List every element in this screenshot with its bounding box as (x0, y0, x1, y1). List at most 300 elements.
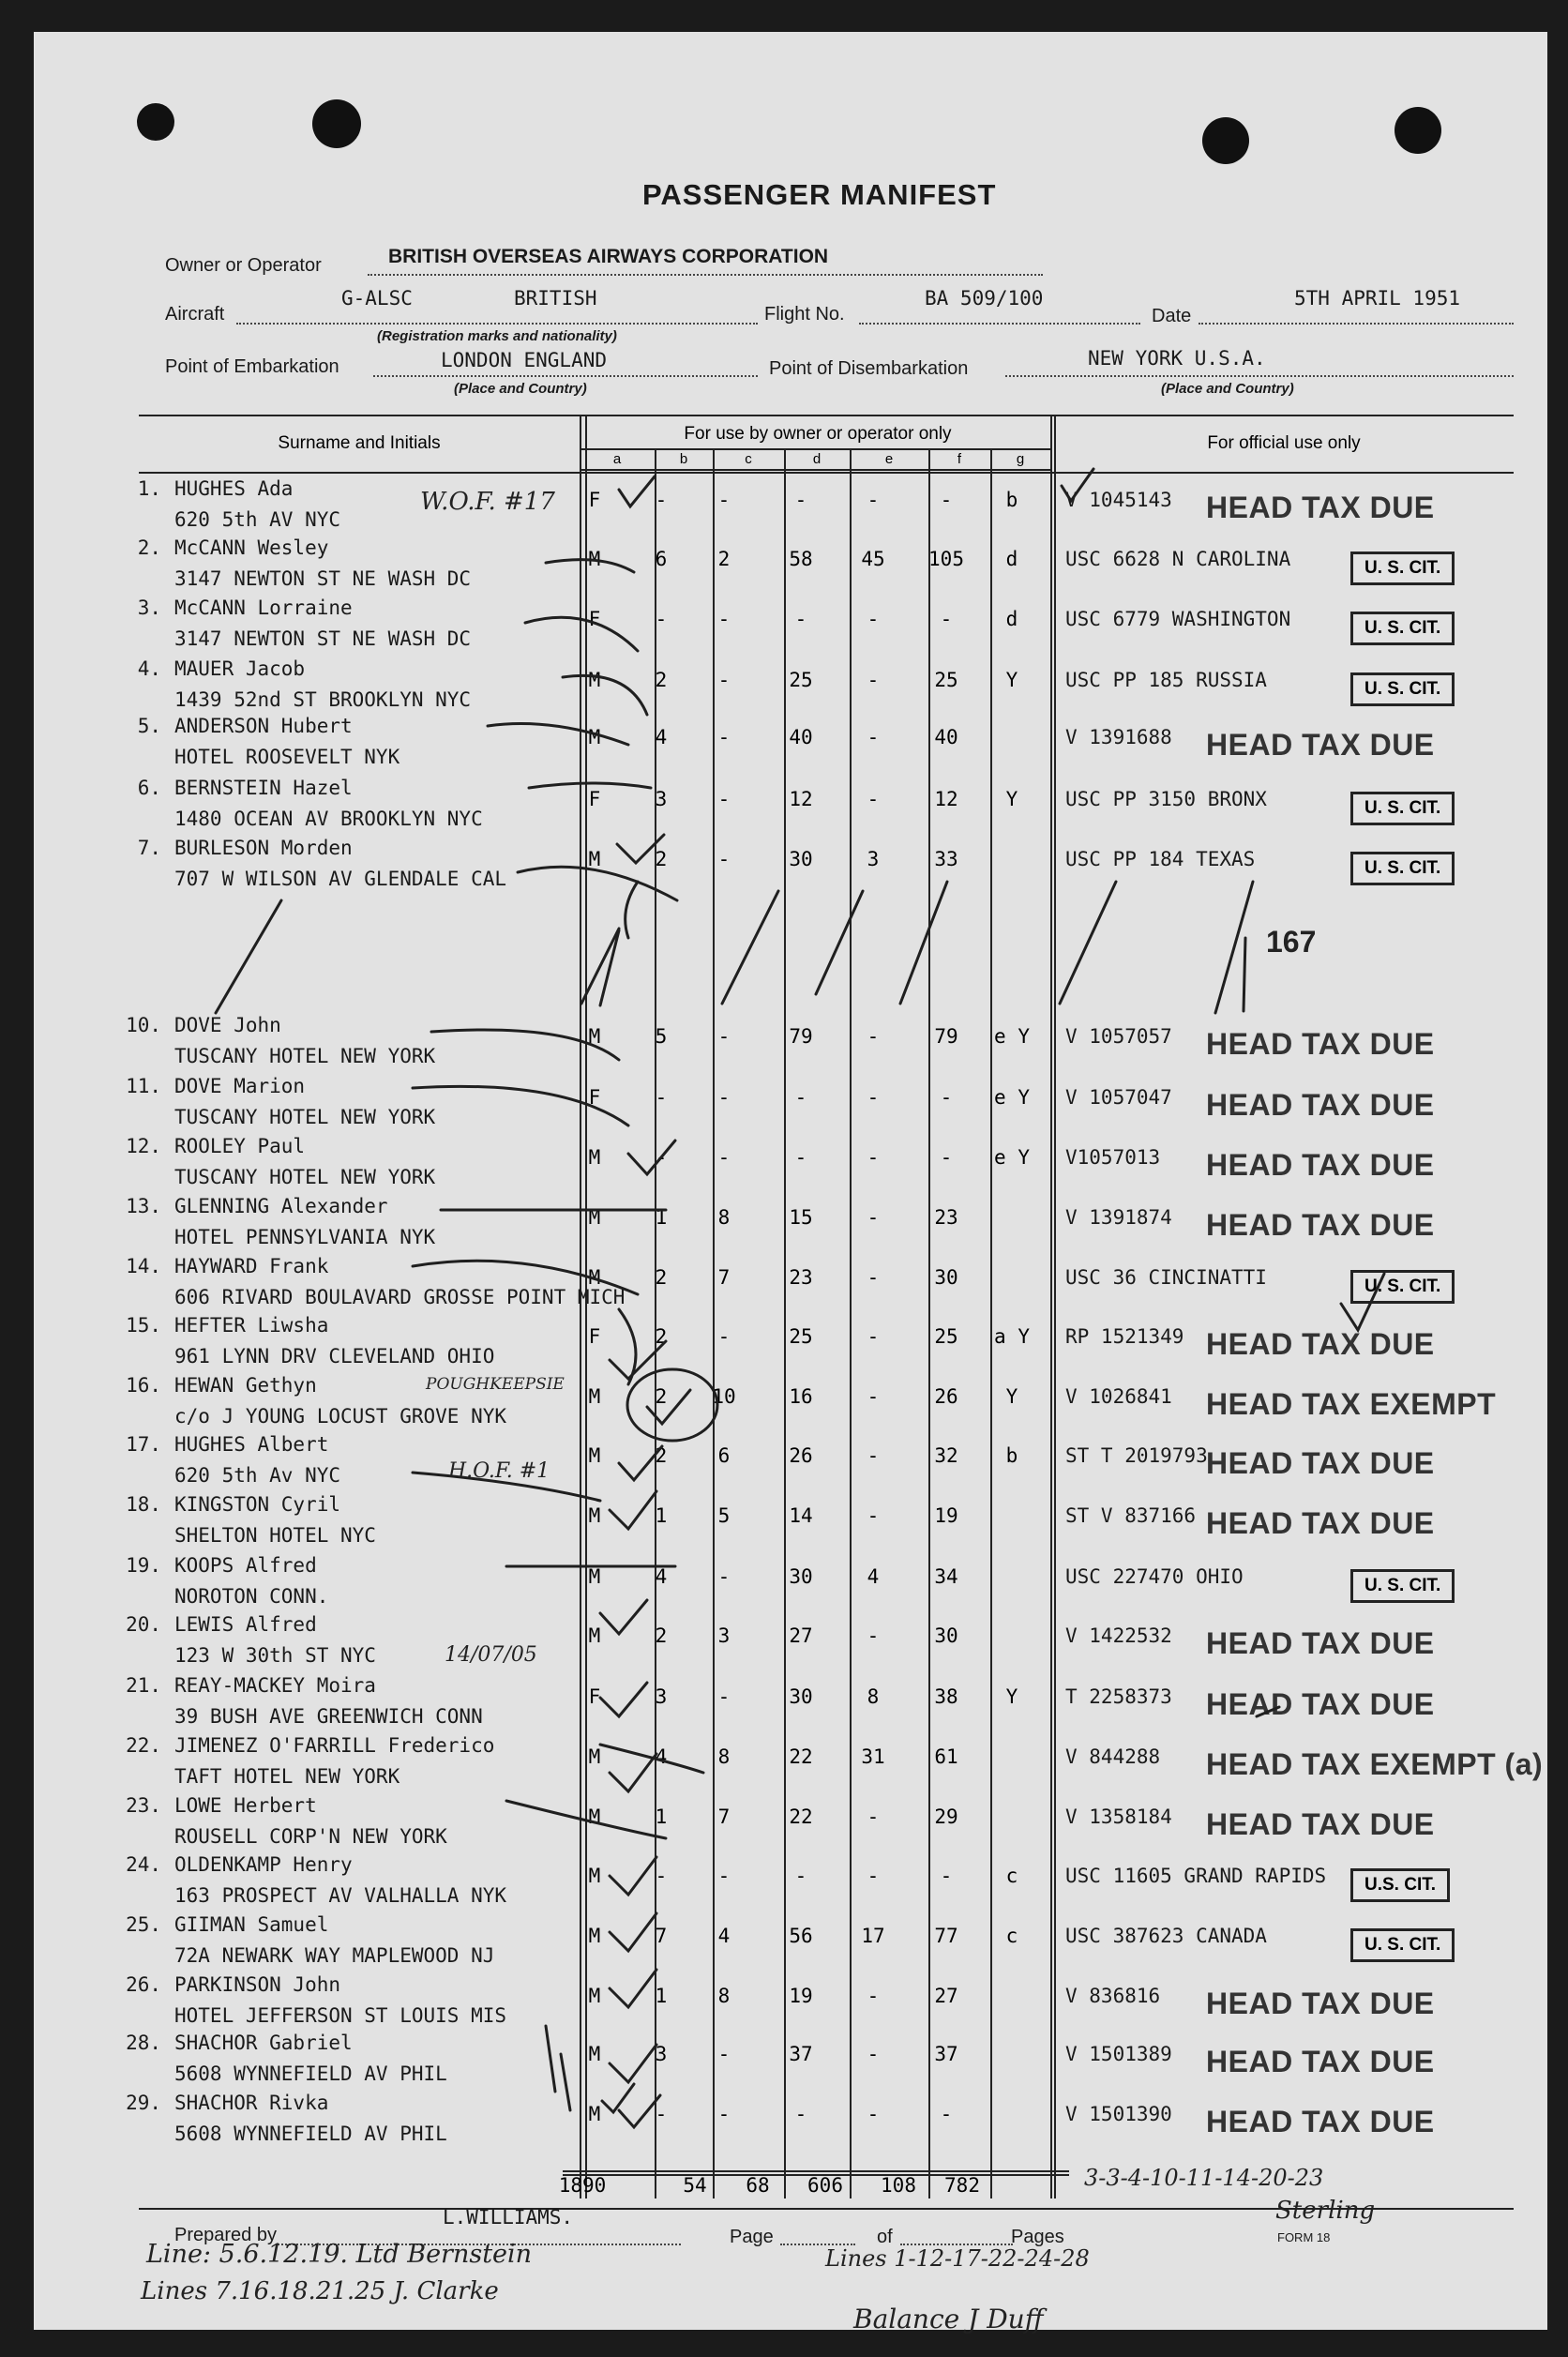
col-f-value: - (940, 489, 953, 511)
page-label: Page (730, 2227, 774, 2247)
col-d-value: - (794, 489, 807, 511)
passenger-address: TUSCANY HOTEL NEW YORK (174, 1045, 436, 1067)
prepared-label: Prepared by (174, 2225, 277, 2245)
col-a-value: M (588, 1865, 601, 1887)
col-g-value: d (1005, 548, 1018, 570)
official-number: T 2258373 (1065, 1685, 1172, 1708)
col-f-value: - (940, 1146, 953, 1169)
passenger-address: 163 PROSPECT AV VALHALLA NYK (174, 1884, 507, 1907)
row-number: 23. (126, 1794, 161, 1817)
passenger-address: 3147 NEWTON ST NE WASH DC (174, 627, 472, 650)
col-d-value: 26 (789, 1444, 813, 1467)
passenger-address: 1480 OCEAN AV BROOKLYN NYC (174, 808, 483, 830)
row-number: 2. (137, 536, 161, 559)
row-number: 10. (126, 1014, 161, 1036)
head-tax-stamp: HEAD TAX DUE (1206, 728, 1435, 762)
total-b: 54 (683, 2174, 707, 2197)
col-d-value: - (794, 1865, 807, 1887)
col-c-value: - (717, 1146, 731, 1169)
embark-label: Point of Embarkation (165, 356, 339, 377)
col-d-value: 16 (789, 1385, 813, 1408)
col-f-value: 79 (934, 1025, 958, 1048)
col-a-value: F (588, 1685, 601, 1708)
col-f-header: f (957, 451, 962, 467)
col-d-value: 30 (789, 1685, 813, 1708)
col-c-value: - (717, 1565, 731, 1588)
passenger-address: HOTEL JEFFERSON ST LOUIS MIS (174, 2004, 507, 2027)
passenger-address: c/o J YOUNG LOCUST GROVE NYK (174, 1405, 507, 1428)
col-d-value: 22 (789, 1745, 813, 1768)
official-number: USC 6628 N CAROLINA (1065, 548, 1291, 570)
us-citizen-stamp: U. S. CIT. (1350, 1569, 1455, 1603)
col-b-value: 2 (655, 1266, 668, 1289)
col-b-value: 3 (655, 788, 668, 810)
total-d: 606 (807, 2174, 843, 2197)
us-citizen-stamp: U. S. CIT. (1350, 1928, 1455, 1962)
col-c-value: 4 (717, 1925, 731, 1947)
col-e-value: - (867, 1865, 880, 1887)
col-b-value: - (655, 608, 668, 630)
col-b-value: 4 (655, 1565, 668, 1588)
col-d-value: 30 (789, 848, 813, 870)
passenger-name: LEWIS Alfred (174, 1613, 317, 1636)
col-d-value: 58 (789, 548, 813, 570)
col-f-value: 40 (934, 726, 958, 748)
col-c-value: - (717, 608, 731, 630)
passenger-address: 39 BUSH AVE GREENWICH CONN (174, 1705, 483, 1728)
col-e-value: - (867, 788, 880, 810)
passenger-name: GLENNING Alexander (174, 1195, 388, 1217)
total-a: 1890 (558, 2174, 607, 2197)
col-b-value: 2 (655, 1385, 668, 1408)
col-a-value: F (588, 608, 601, 630)
col-g-value: d (1005, 608, 1018, 630)
col-f-value: - (940, 2103, 953, 2125)
col-b-value: - (655, 1086, 668, 1109)
passenger-name: HUGHES Ada (174, 477, 294, 500)
col-g-header: g (1016, 451, 1025, 467)
handwritten-signature: Sterling (1275, 2197, 1376, 2225)
col-c-value: 7 (717, 1806, 731, 1828)
col-f-value: 12 (934, 788, 958, 810)
official-number: V 1026841 (1065, 1385, 1172, 1408)
col-f-value: 32 (934, 1444, 958, 1467)
col-f-value: 19 (934, 1504, 958, 1527)
col-f-value: 30 (934, 1266, 958, 1289)
row-number: 18. (126, 1493, 161, 1516)
total-c: 68 (746, 2174, 770, 2197)
passenger-address: 5608 WYNNEFIELD AV PHIL (174, 2123, 447, 2145)
col-a-value: M (588, 1025, 601, 1048)
col-d-value: 25 (789, 669, 813, 691)
row-number: 25. (126, 1913, 161, 1936)
official-number: V 1391874 (1065, 1206, 1172, 1229)
col-c-value: 3 (717, 1624, 731, 1647)
col-c-value: - (717, 788, 731, 810)
row-number: 29. (126, 2092, 161, 2114)
passenger-address: ROUSELL CORP'N NEW YORK (174, 1825, 447, 1848)
row-number: 6. (137, 777, 161, 799)
col-e-value: - (867, 1086, 880, 1109)
col-b-value: 2 (655, 1325, 668, 1348)
head-tax-stamp: HEAD TAX DUE (1206, 1506, 1435, 1540)
col-d-value: 37 (789, 2043, 813, 2065)
col-b-value: 1 (655, 1985, 668, 2007)
col-d-value: 40 (789, 726, 813, 748)
form-note: FORM 18 (1277, 2230, 1331, 2244)
passenger-address: 707 W WILSON AV GLENDALE CAL (174, 868, 507, 890)
col-b-value: 6 (655, 548, 668, 570)
passenger-name: SHACHOR Rivka (174, 2092, 329, 2114)
col-f-value: 38 (934, 1685, 958, 1708)
col-b-value: 1 (655, 1806, 668, 1828)
passenger-address: 123 W 30th ST NYC (174, 1644, 376, 1667)
flight-value: BA 509/100 (925, 287, 1044, 310)
col-a-value: M (588, 1206, 601, 1229)
row-number: 15. (126, 1314, 161, 1337)
col-f-value: - (940, 1865, 953, 1887)
handwritten-lines-a: Line: 5.6.12.19. Ltd Bernstein (146, 2240, 533, 2269)
col-e-value: - (867, 1444, 880, 1467)
head-tax-stamp: HEAD TAX EXEMPT (1206, 1387, 1497, 1421)
col-d-value: 79 (789, 1025, 813, 1048)
col-b-value: 2 (655, 848, 668, 870)
col-a-value: M (588, 1444, 601, 1467)
col-b-value: 2 (655, 1624, 668, 1647)
row-number: 12. (126, 1135, 161, 1157)
col-c-value: - (717, 1865, 731, 1887)
col-d-value: 19 (789, 1985, 813, 2007)
col-b-value: 2 (655, 1444, 668, 1467)
passenger-address: 606 RIVARD BOULAVARD GROSSE POINT MICH (174, 1286, 626, 1308)
head-tax-stamp: HEAD TAX DUE (1206, 491, 1435, 524)
col-a-value: M (588, 1925, 601, 1947)
col-f-value: 77 (934, 1925, 958, 1947)
official-number: V 1057047 (1065, 1086, 1172, 1109)
col-c-header: c (745, 451, 752, 467)
official-number: V 836816 (1065, 1985, 1161, 2007)
head-tax-stamp: HEAD TAX DUE (1206, 1208, 1435, 1242)
col-g-value: c (1005, 1925, 1018, 1947)
col-g-value: b (1005, 1444, 1018, 1467)
col-e-value: 4 (867, 1565, 880, 1588)
head-tax-stamp: HEAD TAX DUE (1206, 2045, 1435, 2078)
flight-label: Flight No. (764, 304, 845, 325)
head-tax-stamp: HEAD TAX DUE (1206, 1088, 1435, 1122)
col-f-value: 27 (934, 1985, 958, 2007)
col-c-value: 8 (717, 1206, 731, 1229)
col-b-value: - (655, 1146, 668, 1169)
col-e-value: - (867, 1206, 880, 1229)
col-e-value: - (867, 1385, 880, 1408)
col-f-value: 34 (934, 1565, 958, 1588)
col-a-value: F (588, 788, 601, 810)
passenger-name: KINGSTON Cyril (174, 1493, 341, 1516)
official-number: V 1501389 (1065, 2043, 1172, 2065)
passenger-address: 72A NEWARK WAY MAPLEWOOD NJ (174, 1944, 495, 1967)
row-number: 22. (126, 1734, 161, 1757)
col-a-value: M (588, 726, 601, 748)
col-d-value: - (794, 2103, 807, 2125)
col-e-value: - (867, 1146, 880, 1169)
row-number: 7. (137, 837, 161, 859)
col-a-value: F (588, 1086, 601, 1109)
official-number: USC PP 3150 BRONX (1065, 788, 1267, 810)
col-g-value: Y (1005, 1685, 1018, 1708)
row-number: 26. (126, 1973, 161, 1996)
col-b-value: - (655, 489, 668, 511)
col-a-value: M (588, 1985, 601, 2007)
head-tax-stamp: HEAD TAX EXEMPT (a) (1206, 1747, 1544, 1781)
col-a-value: M (588, 1624, 601, 1647)
col-d-value: 15 (789, 1206, 813, 1229)
col-f-value: 25 (934, 669, 958, 691)
col-e-value: - (867, 1504, 880, 1527)
embark-value: LONDON ENGLAND (441, 349, 608, 371)
col-a-value: M (588, 548, 601, 570)
official-number: V 844288 (1065, 1745, 1161, 1768)
head-tax-stamp: HEAD TAX DUE (1206, 1327, 1435, 1361)
col-f-value: - (940, 608, 953, 630)
passenger-name: HEWAN Gethyn (174, 1374, 317, 1397)
col-a-header: a (612, 451, 622, 467)
col-b-value: 1 (655, 1504, 668, 1527)
place-note-2: (Place and Country) (1161, 381, 1294, 397)
row-number: 16. (126, 1374, 161, 1397)
col-a-value: M (588, 1385, 601, 1408)
official-number: ST V 837166 (1065, 1504, 1197, 1527)
handwritten-date: 14/07/05 (445, 1643, 537, 1667)
col-e-value: - (867, 669, 880, 691)
col-d-value: - (794, 1086, 807, 1109)
head-tax-stamp: HEAD TAX DUE (1206, 1446, 1435, 1480)
col-c-value: 5 (717, 1504, 731, 1527)
passenger-address: 3147 NEWTON ST NE WASH DC (174, 567, 472, 590)
col-a-value: M (588, 1565, 601, 1588)
col-a-value: M (588, 1146, 601, 1169)
date-label: Date (1152, 306, 1192, 326)
col-e-value: 3 (867, 848, 880, 870)
official-number: V 1391688 (1065, 726, 1172, 748)
passenger-name: HUGHES Albert (174, 1433, 329, 1456)
disembark-label: Point of Disembarkation (769, 358, 969, 379)
col-g-value: Y (1005, 669, 1018, 691)
official-number: RP 1521349 (1065, 1325, 1184, 1348)
col-b-value: 4 (655, 1745, 668, 1768)
col-f-value: 33 (934, 848, 958, 870)
row-number: 19. (126, 1554, 161, 1577)
passenger-name: SHACHOR Gabriel (174, 2032, 353, 2054)
col-c-value: 6 (717, 1444, 731, 1467)
us-citizen-stamp: U. S. CIT. (1350, 1270, 1455, 1304)
head-tax-stamp: HEAD TAX DUE (1206, 1687, 1435, 1721)
row-number: 3. (137, 597, 161, 619)
col-c-value: 8 (717, 1985, 731, 2007)
official-number: USC 227470 OHIO (1065, 1565, 1244, 1588)
official-number: ST T 2019793 (1065, 1444, 1208, 1467)
row-number: 4. (137, 657, 161, 680)
official-number: V 1501390 (1065, 2103, 1172, 2125)
us-citizen-stamp: U. S. CIT. (1350, 672, 1455, 706)
col-d-value: 27 (789, 1624, 813, 1647)
col-a-value: M (588, 2043, 601, 2065)
col-e-value: 8 (867, 1685, 880, 1708)
official-number: V1057013 (1065, 1146, 1161, 1169)
col-a-value: M (588, 1504, 601, 1527)
place-note-1: (Place and Country) (454, 381, 587, 397)
passenger-address: SHELTON HOTEL NYC (174, 1524, 376, 1547)
official-number: USC 11605 GRAND RAPIDS (1065, 1865, 1327, 1887)
row-number: 5. (137, 715, 161, 737)
col-e-header: e (884, 451, 894, 467)
official-number: V 1057057 (1065, 1025, 1172, 1048)
handwritten-balance: Balance J Duff (853, 2304, 1044, 2334)
col-e-value: - (867, 1266, 880, 1289)
passenger-name: GIIMAN Samuel (174, 1913, 329, 1936)
col-d-value: 25 (789, 1325, 813, 1348)
owner-use-header: For use by owner or operator only (684, 424, 952, 444)
passenger-name: McCANN Lorraine (174, 597, 353, 619)
col-f-value: 29 (934, 1806, 958, 1828)
col-c-value: - (717, 1086, 731, 1109)
passenger-name: KOOPS Alfred (174, 1554, 317, 1577)
col-f-value: 30 (934, 1624, 958, 1647)
row-number: 13. (126, 1195, 161, 1217)
col-b-value: 3 (655, 2043, 668, 2065)
col-g-value: e Y (994, 1146, 1030, 1169)
col-c-value: - (717, 1325, 731, 1348)
owner-value: BRITISH OVERSEAS AIRWAYS CORPORATION (388, 246, 829, 267)
col-d-value: 22 (789, 1806, 813, 1828)
passenger-name: HEFTER Liwsha (174, 1314, 329, 1337)
col-e-value: - (867, 1985, 880, 2007)
col-e-value: - (867, 726, 880, 748)
row-number: 28. (126, 2032, 161, 2054)
col-f-value: 37 (934, 2043, 958, 2065)
col-e-value: 45 (861, 548, 885, 570)
passenger-name: McCANN Wesley (174, 536, 329, 559)
col-c-value: - (717, 726, 731, 748)
col-c-value: - (717, 1025, 731, 1048)
head-tax-stamp: HEAD TAX DUE (1206, 1807, 1435, 1841)
col-b-value: 7 (655, 1925, 668, 1947)
row-number: 24. (126, 1853, 161, 1876)
official-number: V 1045143 (1065, 489, 1172, 511)
col-b-value: 5 (655, 1025, 668, 1048)
passenger-name: PARKINSON John (174, 1973, 341, 1996)
head-tax-stamp: HEAD TAX DUE (1206, 1987, 1435, 2020)
col-d-value: 23 (789, 1266, 813, 1289)
passenger-address: TAFT HOTEL NEW YORK (174, 1765, 400, 1788)
official-number: USC PP 184 TEXAS (1065, 848, 1256, 870)
col-a-value: M (588, 848, 601, 870)
official-number: USC 36 CINCINATTI (1065, 1266, 1267, 1289)
col-d-value: 56 (789, 1925, 813, 1947)
col-c-value: - (717, 669, 731, 691)
col-g-value: e Y (994, 1025, 1030, 1048)
col-b-header: b (679, 451, 688, 467)
col-f-value: 23 (934, 1206, 958, 1229)
col-b-value: 4 (655, 726, 668, 748)
passenger-address: TUSCANY HOTEL NEW YORK (174, 1166, 436, 1188)
handwritten-167: 167 (1266, 925, 1317, 959)
head-tax-stamp: HEAD TAX DUE (1206, 1027, 1435, 1061)
pages-label: Pages (1011, 2227, 1064, 2247)
col-a-value: M (588, 1266, 601, 1289)
col-f-value: 61 (934, 1745, 958, 1768)
us-citizen-stamp: U. S. CIT. (1350, 551, 1455, 585)
total-e: 108 (881, 2174, 916, 2197)
disembark-value: NEW YORK U.S.A. (1088, 347, 1266, 370)
official-number: V 1358184 (1065, 1806, 1172, 1828)
prepared-value: L.WILLIAMS. (443, 2206, 574, 2229)
col-d-value: - (794, 608, 807, 630)
passenger-name: BURLESON Morden (174, 837, 353, 859)
surname-header: Surname and Initials (278, 433, 441, 453)
col-a-value: F (588, 489, 601, 511)
of-label: of (877, 2227, 893, 2247)
col-a-value: M (588, 1745, 601, 1768)
passenger-name: JIMENEZ O'FARRILL Frederico (174, 1734, 495, 1757)
passenger-name: DOVE John (174, 1014, 281, 1036)
col-a-value: M (588, 1806, 601, 1828)
col-d-value: 30 (789, 1565, 813, 1588)
aircraft-reg: G-ALSC (341, 287, 413, 310)
col-g-value: b (1005, 489, 1018, 511)
col-g-value: c (1005, 1865, 1018, 1887)
col-a-value: F (588, 1325, 601, 1348)
col-e-value: - (867, 1025, 880, 1048)
passenger-address: TUSCANY HOTEL NEW YORK (174, 1106, 436, 1128)
passenger-address: 620 5th Av NYC (174, 1464, 341, 1487)
passenger-address: 5608 WYNNEFIELD AV PHIL (174, 2062, 447, 2085)
col-c-value: 8 (717, 1745, 731, 1768)
col-e-value: 31 (861, 1745, 885, 1768)
col-f-value: 26 (934, 1385, 958, 1408)
row-number: 20. (126, 1613, 161, 1636)
col-g-value: Y (1005, 788, 1018, 810)
official-number: V 1422532 (1065, 1624, 1172, 1647)
col-e-value: - (867, 608, 880, 630)
col-e-value: - (867, 489, 880, 511)
col-b-value: 3 (655, 1685, 668, 1708)
col-c-value: - (717, 1685, 731, 1708)
col-b-value: - (655, 2103, 668, 2125)
passenger-address: 620 5th AV NYC (174, 508, 341, 531)
row-number: 17. (126, 1433, 161, 1456)
us-citizen-stamp: U. S. CIT. (1350, 792, 1455, 825)
passenger-name: BERNSTEIN Hazel (174, 777, 353, 799)
official-number: USC 6779 WASHINGTON (1065, 608, 1291, 630)
date-value: 5TH APRIL 1951 (1294, 287, 1461, 310)
owner-label: Owner or Operator (165, 255, 322, 276)
col-g-value: a Y (994, 1325, 1030, 1348)
col-f-value: 25 (934, 1325, 958, 1348)
col-c-value: 10 (712, 1385, 736, 1408)
passenger-address: HOTEL ROOSEVELT NYK (174, 746, 400, 768)
handwritten-hof: H.O.F. #1 (448, 1459, 550, 1483)
col-f-value: - (940, 1086, 953, 1109)
passenger-name: ANDERSON Hubert (174, 715, 353, 737)
passenger-name: REAY-MACKEY Moira (174, 1674, 376, 1697)
col-e-value: - (867, 1325, 880, 1348)
row-number: 14. (126, 1255, 161, 1277)
us-citizen-stamp: U. S. CIT. (1350, 612, 1455, 645)
col-f-value: 105 (928, 548, 964, 570)
col-a-value: M (588, 669, 601, 691)
page-title: PASSENGER MANIFEST (642, 178, 997, 211)
passenger-name: DOVE Marion (174, 1075, 306, 1097)
